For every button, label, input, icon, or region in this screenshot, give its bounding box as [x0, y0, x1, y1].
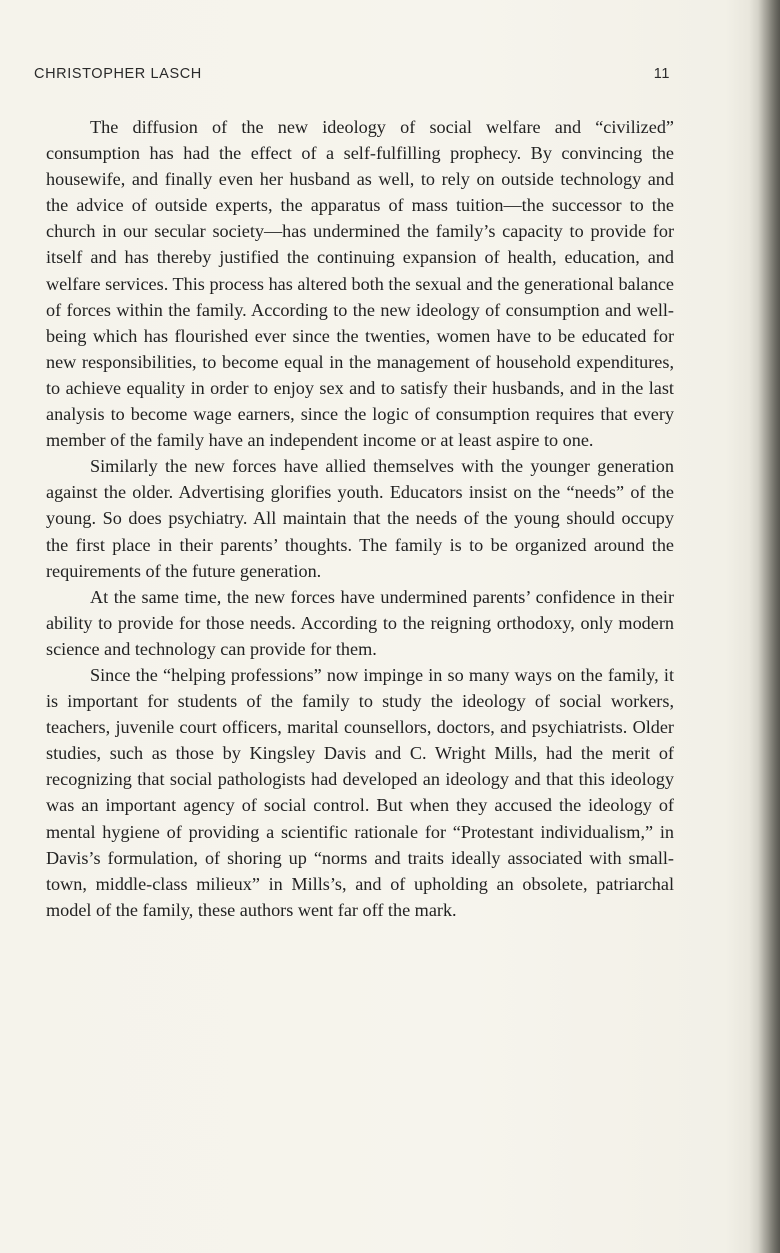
- paragraph: The diffusion of the new ideology of social welfare and “civilized” consumption has had the effect of a self-fulfilling prophecy. By convincing the housewife, and finally even her husband as well, to rely on outside technology and the advice of outside experts, the apparatus of mass tuition—the successor to the church in our secular society—has undermined the family’s capacity to provide for itself and has thereby justified the continuing expansion of health, education, and welfare services. This process has altered both the sexual and the generational balance of forces within the family. According to the new ideology of consumption and well-being which has flourished ever since the twenties, women have to be educated for new responsibilities, to become equal in the management of household expenditures, to achieve equality in order to enjoy sex and to satisfy their husbands, and in the last analysis to become wage earners, since the logic of consumption requires that every member of the family have an independent income or at least aspire to one.: [46, 117, 674, 451]
- page-edge-shadow: [758, 0, 780, 1253]
- running-head-author: CHRISTOPHER LASCH: [34, 66, 202, 82]
- paragraph: Similarly the new forces have allied themselves with the younger generation against the older. Advertising glorifies youth. Educators insist on the “needs” of the young. So does psychiatry. All maintain that the needs of the young should occupy the first place in their parents’ thoughts. The family is to be organized around the requirements of the future generation.: [46, 456, 674, 581]
- running-head: [34, 66, 670, 86]
- paragraph: At the same time, the new forces have undermined parents’ confidence in their ability to provide for those needs. According to the reigning orthodoxy, only modern science and technology can provide for them.: [46, 586, 674, 659]
- paragraph: Since the “helping professions” now impinge in so many ways on the family, it is important for students of the family to study the ideology of social workers, teachers, juvenile court officers, marital counsellors, doctors, and psychiatrists. Older studies, such as those by Kingsley Davis and C. Wright Mills, had the merit of recognizing that social pathologists had developed an ideology and that this ideology was an important agency of social control. But when they accused the ideology of mental hygiene of providing a scientific rationale for “Protestant individualism,” in Davis’s formulation, of shoring up “norms and traits ideally associated with small-town, middle-class milieux” in Mills’s, and of upholding an obsolete, patriarchal model of the family, these authors went far off the mark.: [46, 664, 674, 920]
- page-number: 11: [653, 66, 670, 82]
- body-text: [46, 114, 674, 923]
